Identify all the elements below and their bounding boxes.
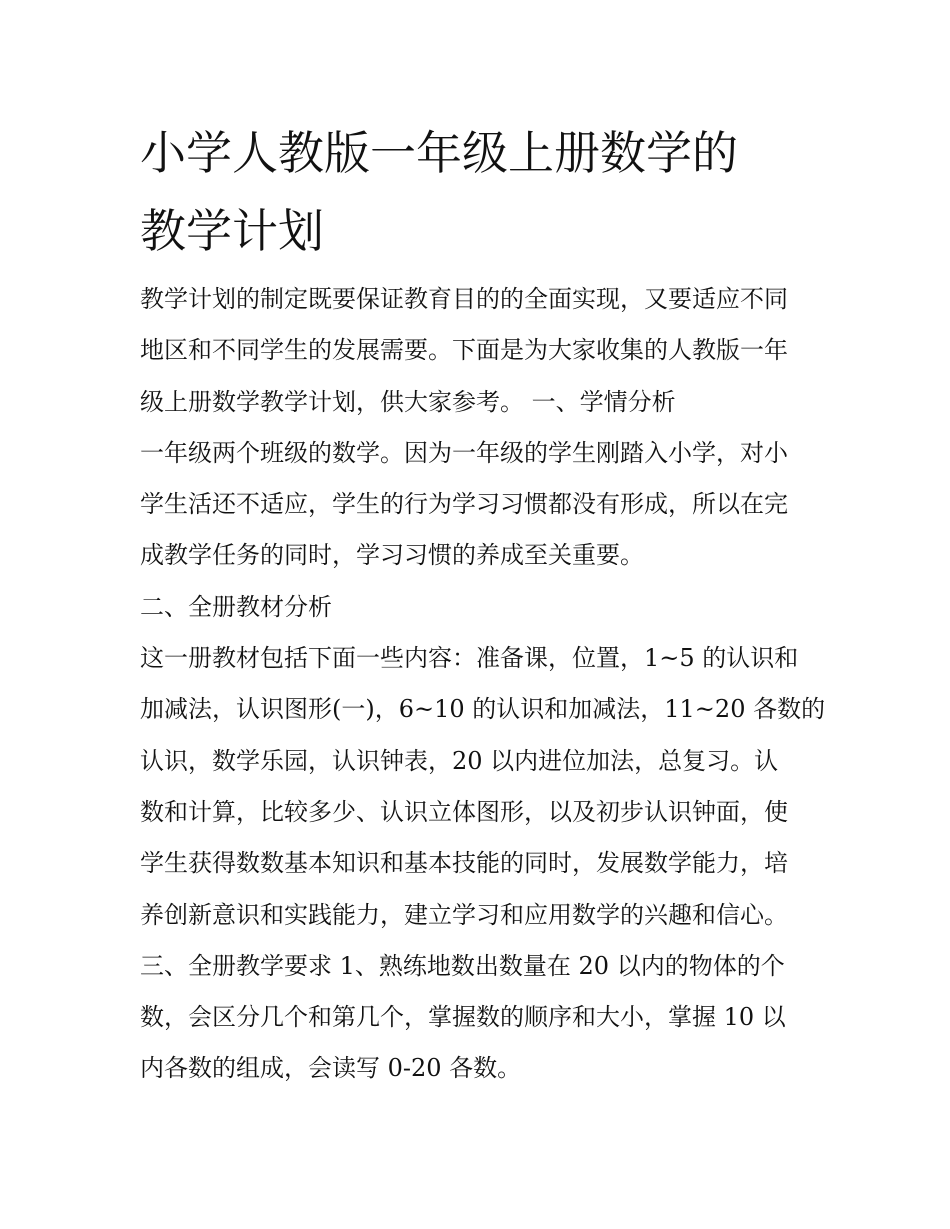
body-line: 教学计划的制定既要保证教育目的的全面实现，又要适应不同	[140, 285, 788, 313]
body-line: 内各数的组成，会读写 0-20 各数。	[140, 1054, 522, 1083]
body-line: 这一册教材包括下面一些内容：准备课，位置，1~5 的认识和	[140, 644, 799, 673]
document-body	[140, 274, 830, 1095]
section-heading: 二、全册教材分析	[140, 592, 332, 621]
body-line: 加减法，认识图形(一)，6~10 的认识和加减法，11~20 各数的	[140, 695, 826, 724]
body-line: 级上册数学教学计划，供大家参考。 一、学情分析	[140, 387, 676, 416]
body-line: 成教学任务的同时，学习习惯的养成至关重要。	[140, 541, 644, 570]
body-line: 认识，数学乐园，认识钟表，20 以内进位加法，总复习。认	[140, 746, 779, 775]
body-line: 三、全册教学要求 1、熟练地数出数量在 20 以内的物体的个	[140, 951, 785, 980]
document-title	[140, 114, 820, 270]
title-line: 小学人教版一年级上册数学的	[140, 126, 738, 180]
body-line: 数和计算，比较多少、认识立体图形，以及初步认识钟面，使	[140, 797, 788, 826]
body-line: 养创新意识和实践能力，建立学习和应用数学的兴趣和信心。	[140, 900, 788, 929]
title-line: 教学计划	[140, 204, 324, 258]
body-line: 学生获得数数基本知识和基本技能的同时，发展数学能力，培	[140, 849, 788, 878]
body-line: 数，会区分几个和第几个，掌握数的顺序和大小，掌握 10 以	[140, 1003, 786, 1032]
body-line: 地区和不同学生的发展需要。下面是为大家收集的人教版一年	[140, 336, 788, 365]
body-line: 学生活还不适应，学生的行为学习习惯都没有形成，所以在完	[140, 490, 788, 519]
body-line: 一年级两个班级的数学。因为一年级的学生刚踏入小学，对小	[140, 438, 788, 467]
